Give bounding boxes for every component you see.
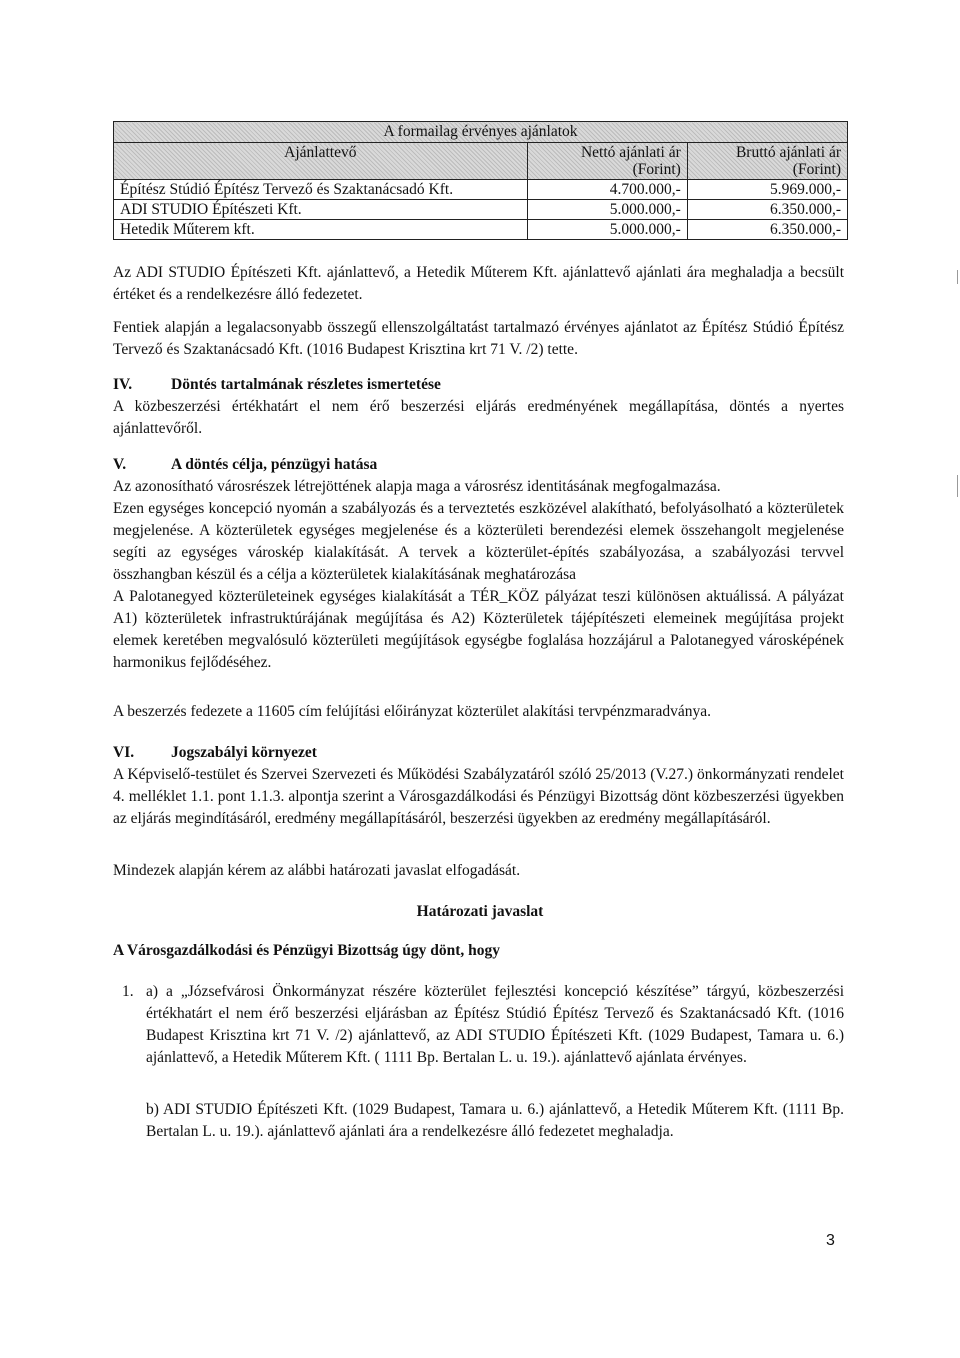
section-v-line: A Palotanegyed közterületeinek egységes kialakítását a TÉR_KÖZ pályázat teszi különösen aktuálissá. A pályázat A1) közterületek infrastruktúrájának megújítása és A2) Közterületek tájépítészeti elemeinek megújítása projekt elemek keretében megvalósuló közterületi megújítások egységbe foglalása hozzájárul a Palotanegyed városképének harmonikus fejlődéséhez. (113, 588, 844, 671)
section-v-title: A döntés célja, pénzügyi hatása (171, 456, 378, 473)
section-vi-title: Jogszabályi környezet (171, 744, 317, 761)
row-gross: 5.969.000,- (687, 180, 847, 200)
lowest-offer-paragraph: Fentiek alapján a legalacsonyabb összegű ellenszolgáltatást tartalmazó érvényes ajánlatot az Építész Stúdió Építész Tervező és Szaktanácsadó Kft. (1016 Budapest Krisztina krt 71 V. /2) tette. (113, 319, 844, 358)
page-number: 3 (826, 1232, 835, 1249)
header-gross-price: Bruttó ajánlati ár (Forint) (687, 143, 847, 180)
resolution-item-a: a) a „Józsefvárosi Önkormányzat részére közterület fejlesztési koncepció készítése” tárgyú, közbeszerzési értékhatárt el nem érő beszerzési eljárásban az Építész Stúdió Építész Tervező és Szaktanácsadó Kft. (1016 Budapest Krisztina krt 71 V. /2) ajánlattevő, az ADI STUDIO Építészeti Kft. (1029 Budapest, Tamara u. 6.) ajánlattevő, a Hetedik Műterem Kft. ( 1111 Bp. Bertalan L. u. 19.). ajánlattevő ajánlata érvényes. (146, 983, 844, 1066)
row-bidder: Hetedik Műterem kft. (114, 220, 528, 240)
table-title-row (114, 122, 848, 143)
over-budget-paragraph: Az ADI STUDIO Építészeti Kft. ajánlattevő, a Hetedik Műterem Kft. ajánlattevő ajánlati ára meghaladja a becsült értéket és a rendelkezésre álló fedezetet. (113, 264, 844, 303)
resolution-title: Határozati javaslat (416, 903, 544, 920)
section-iv-number: IV. (113, 376, 133, 393)
row-net: 5.000.000,- (527, 200, 687, 220)
section-v-number: V. (113, 456, 127, 473)
scan-edge-mark (957, 270, 958, 284)
section-vi-number: VI. (113, 744, 135, 761)
section-iv-title: Döntés tartalmának részletes ismertetése (171, 376, 441, 393)
resolution-item-b: b) ADI STUDIO Építészeti Kft. (1029 Budapest, Tamara u. 6.) ajánlattevő, a Hetedik Műterem Kft. (1111 Bp. Bertalan L. u. 19.). ajánlattevő ajánlati ára a rendelkezésre álló fedezetet meghaladja. (146, 1101, 844, 1140)
section-vi-heading (113, 742, 317, 764)
section-iv-heading (113, 374, 441, 396)
row-bidder: ADI STUDIO Építészeti Kft. (114, 200, 528, 220)
section-v-line: Ezen egységes koncepció nyomán a szabályozás és a terveztetés eszközével alakítható, befolyásolható a közterületek megjelenése. A közterületek egységes megjelenése és a közterületi berendezési elemek összehangolt megjelenése segíti az egységes városkép kialakítását. A tervek a közterület-építés szabályozása, a szabályozási tervvel összhangban készül és a célja a közterületek kialakításának meghatározása (113, 500, 844, 583)
table-row (114, 180, 848, 200)
row-bidder: Építész Stúdió Építész Tervező és Szaktanácsadó Kft. (114, 180, 528, 200)
section-v-heading (113, 454, 377, 476)
table-header-row (114, 143, 848, 180)
scan-edge-mark (957, 475, 958, 497)
table-row (114, 200, 848, 220)
resolution-item-number: 1. (122, 983, 134, 1000)
section-v-text (113, 476, 844, 674)
row-net: 4.700.000,- (527, 180, 687, 200)
row-gross: 6.350.000,- (687, 200, 847, 220)
section-v-line: Az azonosítható városrészek létrejöttének alapja maga a városrész identitásának megfogalmazása. (113, 478, 721, 495)
closing-paragraph: Mindezek alapján kérem az alábbi határozati javaslat elfogadását. (113, 862, 521, 879)
table-row (114, 220, 848, 240)
header-bidder: Ajánlattevő (114, 143, 528, 180)
row-net: 5.000.000,- (527, 220, 687, 240)
row-gross: 6.350.000,- (687, 220, 847, 240)
section-vi-text: A Képviselő-testület és Szervei Szervezeti és Működési Szabályzatáról szóló 25/2013 (V.27.) önkormányzati rendelet 4. melléklet 1.1. pont 1.1.3. alpontja szerint a Városgazdálkodási és Pénzügyi Bizottság dönt közbeszerzési ügyekben az eljárás megindításáról, eredmény megállapításáról, beszerzési ügyekben az eredmény megállapításáról. (113, 766, 844, 827)
table-title: A formailag érvényes ajánlatok (114, 122, 848, 143)
resolution-intro: A Városgazdálkodási és Pénzügyi Bizottság úgy dönt, hogy (113, 942, 500, 959)
section-iv-text: A közbeszerzési értékhatárt el nem érő beszerzési eljárás eredményének megállapítása, döntés a nyertes ajánlattevőről. (113, 398, 844, 437)
funding-paragraph: A beszerzés fedezete a 11605 cím felújítási előirányzat közterület alakítási tervpénzmaradványa. (113, 703, 712, 720)
valid-offers-table (113, 121, 848, 240)
header-net-price: Nettó ajánlati ár (Forint) (527, 143, 687, 180)
